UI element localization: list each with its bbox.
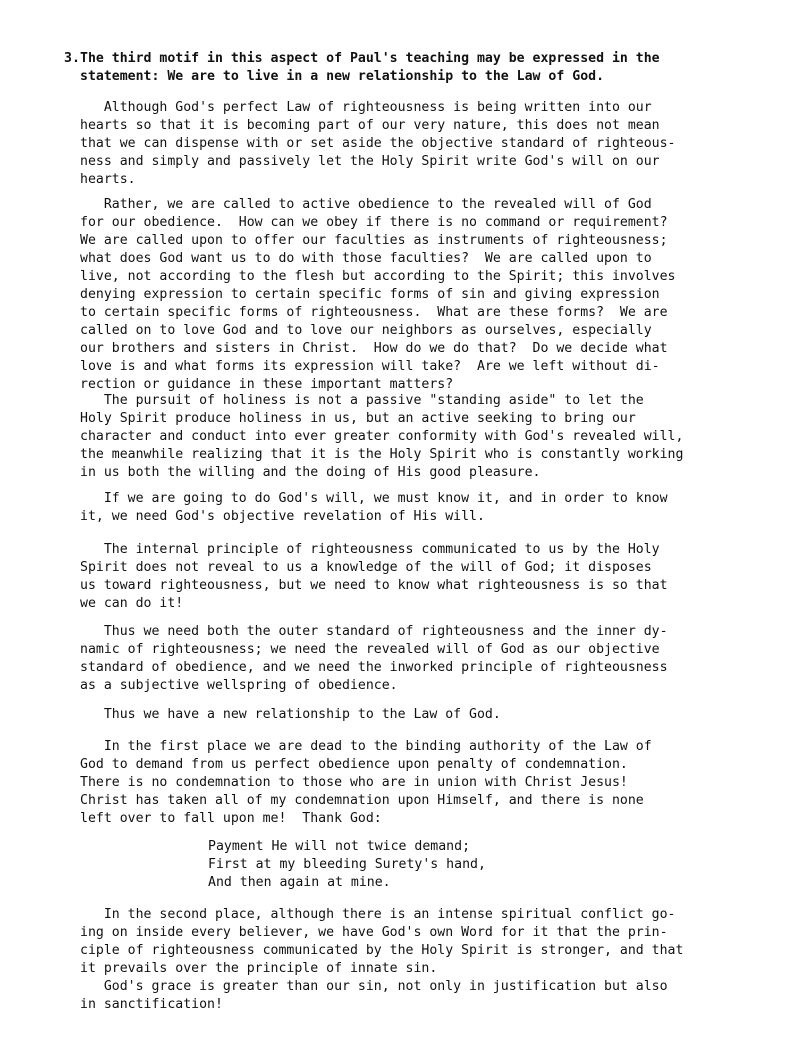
text-line: hearts so that it is becoming part of our very nature, this does not mean <box>80 118 660 133</box>
text-line: statement: We are to live in a new relationship to the Law of God. <box>80 69 605 84</box>
text-line: to certain specific forms of righteousness. What are these forms? We are <box>80 305 668 320</box>
text-line: us toward righteousness, but we need to know what righteousness is so that <box>80 578 668 593</box>
text-line: God's grace is greater than our sin, not only in justification but also <box>80 979 668 994</box>
text-line: character and conduct into ever greater conformity with God's revealed will, <box>80 429 684 444</box>
text-line: Rather, we are called to active obedience to the revealed will of God <box>80 197 652 212</box>
text-line: the meanwhile realizing that it is the Holy Spirit who is constantly working <box>80 447 684 462</box>
text-line: that we can dispense with or set aside the objective standard of righteous- <box>80 136 676 151</box>
verse-line: Payment He will not twice demand; <box>208 839 471 854</box>
text-line: we can do it! <box>80 596 184 611</box>
text-line: for our obedience. How can we obey if there is no command or requirement? <box>80 215 668 230</box>
verse-line: First at my bleeding Surety's hand, <box>208 857 486 872</box>
text-line: The internal principle of righteousness communicated to us by the Holy <box>80 542 660 557</box>
text-line: namic of righteousness; we need the revealed will of God as our objective <box>80 642 660 657</box>
text-line: called on to love God and to love our neighbors as ourselves, especially <box>80 323 652 338</box>
item-number: 3. <box>64 51 80 66</box>
text-line: ciple of righteousness communicated by the Holy Spirit is stronger, and that <box>80 943 684 958</box>
paragraph-second-place <box>80 906 720 1014</box>
paragraph-new-relationship <box>80 706 720 724</box>
text-line: Spirit does not reveal to us a knowledge of the will of God; it disposes <box>80 560 652 575</box>
text-line: in us both the willing and the doing of His good pleasure. <box>80 465 541 480</box>
hymn-quotation <box>208 838 608 892</box>
text-line: The pursuit of holiness is not a passive "standing aside" to let the <box>80 393 644 408</box>
text-line: Thus we need both the outer standard of righteousness and the inner dy- <box>80 624 668 639</box>
text-line: Christ has taken all of my condemnation upon Himself, and there is none <box>80 793 644 808</box>
text-line: God to demand from us perfect obedience upon penalty of condemnation. <box>80 757 628 772</box>
text-line: ing on inside every believer, we have God's own Word for it that the prin- <box>80 925 668 940</box>
text-line: live, not according to the flesh but according to the Spirit; this involves <box>80 269 676 284</box>
text-line: Thus we have a new relationship to the Law of God. <box>80 707 501 722</box>
text-line: Holy Spirit produce holiness in us, but an active seeking to bring our <box>80 411 636 426</box>
text-line: The third motif in this aspect of Paul's teaching may be expressed in the <box>80 51 660 66</box>
text-line: There is no condemnation to those who are in union with Christ Jesus! <box>80 775 628 790</box>
text-line: Although God's perfect Law of righteousness is being written into our <box>80 100 652 115</box>
text-line: In the first place we are dead to the binding authority of the Law of <box>80 739 652 754</box>
text-line: hearts. <box>80 172 136 187</box>
paragraph-first-place <box>80 738 720 828</box>
paragraph-outer-and-inner <box>80 623 720 695</box>
verse-line: And then again at mine. <box>208 875 391 890</box>
text-line: what does God want us to do with those faculties? We are called upon to <box>80 251 652 266</box>
text-line: standard of obedience, and we need the inworked principle of righteousness <box>80 660 668 675</box>
text-line: rection or guidance in these important matters? <box>80 377 454 392</box>
text-line: our brothers and sisters in Christ. How do we do that? Do we decide what <box>80 341 668 356</box>
text-line: it prevails over the principle of innate sin. <box>80 961 438 976</box>
text-line: If we are going to do God's will, we must know it, and in order to know <box>80 491 668 506</box>
paragraph-know-gods-will <box>80 490 720 526</box>
paragraph-active-obedience <box>80 196 720 394</box>
text-line: it, we need God's objective revelation of His will. <box>80 509 485 524</box>
paragraph-motif-statement <box>80 50 720 86</box>
paragraph-pursuit-of-holiness <box>80 392 720 482</box>
text-line: ness and simply and passively let the Holy Spirit write God's will on our <box>80 154 660 169</box>
text-line: as a subjective wellspring of obedience. <box>80 678 398 693</box>
text-line: We are called upon to offer our faculties as instruments of righteousness; <box>80 233 668 248</box>
paragraph-law-written-in-hearts <box>80 99 720 189</box>
paragraph-internal-principle <box>80 541 720 613</box>
text-line: In the second place, although there is an intense spiritual conflict go- <box>80 907 676 922</box>
text-line: in sanctification! <box>80 997 223 1012</box>
text-line: love is and what forms its expression will take? Are we left without di- <box>80 359 660 374</box>
text-line: left over to fall upon me! Thank God: <box>80 811 382 826</box>
text-line: denying expression to certain specific forms of sin and giving expression <box>80 287 660 302</box>
